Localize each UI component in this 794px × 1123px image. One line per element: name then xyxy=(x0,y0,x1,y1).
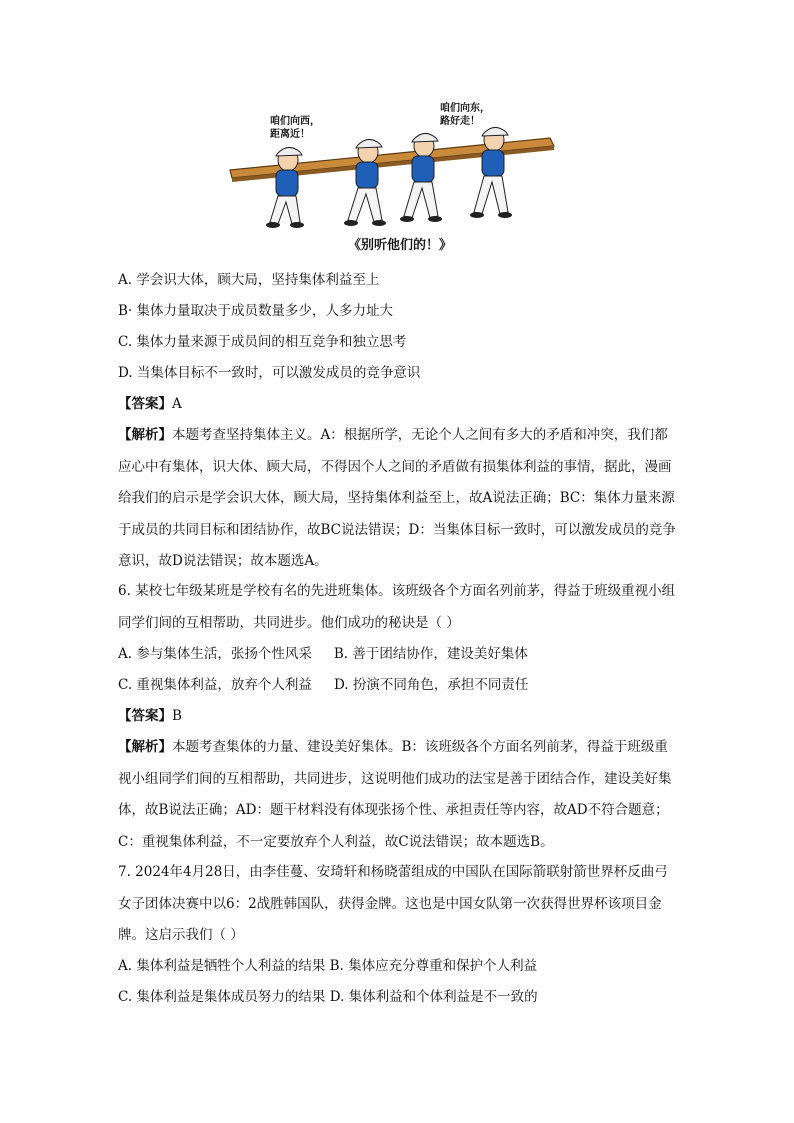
q5-option-d: D. 当集体目标不一致时，可以激发成员的竞争意识 xyxy=(118,365,421,381)
worker-figure-4 xyxy=(470,127,512,218)
q7-option-a: A. 集体利益是牺牲个人利益的结果 xyxy=(118,958,326,974)
q6-option-d: D. 扮演不同角色，承担不同责任 xyxy=(333,677,529,693)
q6-analysis xyxy=(118,732,680,858)
answer-value: A xyxy=(172,396,182,412)
analysis-label: 【解析】 xyxy=(118,739,172,755)
q6-stem: 6. 某校七年级某班是学校有名的先进班集体。该班级各个方面名列前茅，得益于班级重视小组同学们间的互相帮助，共同进步。他们成功的秘诀是（ ） xyxy=(118,583,676,631)
q5-analysis xyxy=(118,420,680,578)
q6-option-a: A. 参与集体生活，张扬个性风采 xyxy=(118,646,312,662)
q7-stem: 7. 2024年4月28日，由李佳蔓、安琦轩和杨晓蕾组成的中国队在国际箭联射箭世界杯反曲弓女子团体决赛中以6：2战胜韩国队，获得金牌。这也是中国女队第一次获得世界杯该项目金牌。这启示我们（ ） xyxy=(118,864,668,943)
answer-label: 【答案】 xyxy=(118,708,172,724)
q5-option-b: B· 集体力量取决于成员数量多少，人多力址大 xyxy=(118,303,394,319)
q6-options-row-2 xyxy=(118,675,528,695)
q6-answer xyxy=(118,706,182,726)
analysis-label: 【解析】 xyxy=(118,427,172,443)
worker-figure-1 xyxy=(266,147,304,228)
q5-answer xyxy=(118,394,182,414)
q7-options-row-1 xyxy=(118,956,537,976)
q5-option-c: C. 集体力量来源于成员间的相互竞争和独立思考 xyxy=(118,334,407,350)
answer-value: B xyxy=(172,708,182,724)
q6-option-c: C. 重视集体利益，放弃个人利益 xyxy=(118,677,312,693)
q5-option-a: A. 学会识大体，顾大局，坚持集体利益至上 xyxy=(118,272,380,288)
cartoon-caption: 《别听他们的！》 xyxy=(347,238,452,253)
q6-option-b: B. 善于团结协作，建设美好集体 xyxy=(333,646,528,662)
speech-bubble-east: 咱们向东， 路好走！ xyxy=(440,103,490,127)
answer-label: 【答案】 xyxy=(118,396,172,412)
worker-figure-2 xyxy=(344,139,386,226)
q7-option-b: B. 集体应充分尊重和保护个人利益 xyxy=(329,958,538,974)
q6-options-row-1 xyxy=(118,644,528,664)
q7-option-c: C. 集体利益是集体成员努力的结果 xyxy=(118,989,326,1005)
worker-figure-3 xyxy=(400,133,442,222)
speech-bubble-west: 咱们向西， 距离近！ xyxy=(270,116,320,140)
analysis-text: 本题考查集体的力量、建设美好集体。B：该班级各个方面名列前茅，得益于班级重视小组同学们间的互相帮助，共同进步，这说明他们成功的法宝是善于团结合作，建设美好集体，故B说法正确；AD：题干材料没有体现张扬个性、承担责任等内容，故AD不符合题意；C：重视集体利益，不一定要放弃个人利益，故C说法错误；故本题选B。 xyxy=(118,739,672,850)
q7-option-d: D. 集体利益和个体利益是不一致的 xyxy=(329,989,538,1005)
q7-options-row-2 xyxy=(118,987,538,1007)
analysis-text: 本题考查坚持集体主义。A：根据所学，无论个人之间有多大的矛盾和冲突，我们都应心中有集体，识大体、顾大局，不得因个人之间的矛盾做有损集体利益的事情，据此，漫画给我们的启示是学会识大体，顾大局，坚持集体利益至上，故A说法正确；BC：集体力量来源于成员的共同目标和团结协作，故BC说法错误；D：当集体目标一致时，可以激发成员的竞争意识，故D说法错误；故本题选A。 xyxy=(118,427,676,569)
